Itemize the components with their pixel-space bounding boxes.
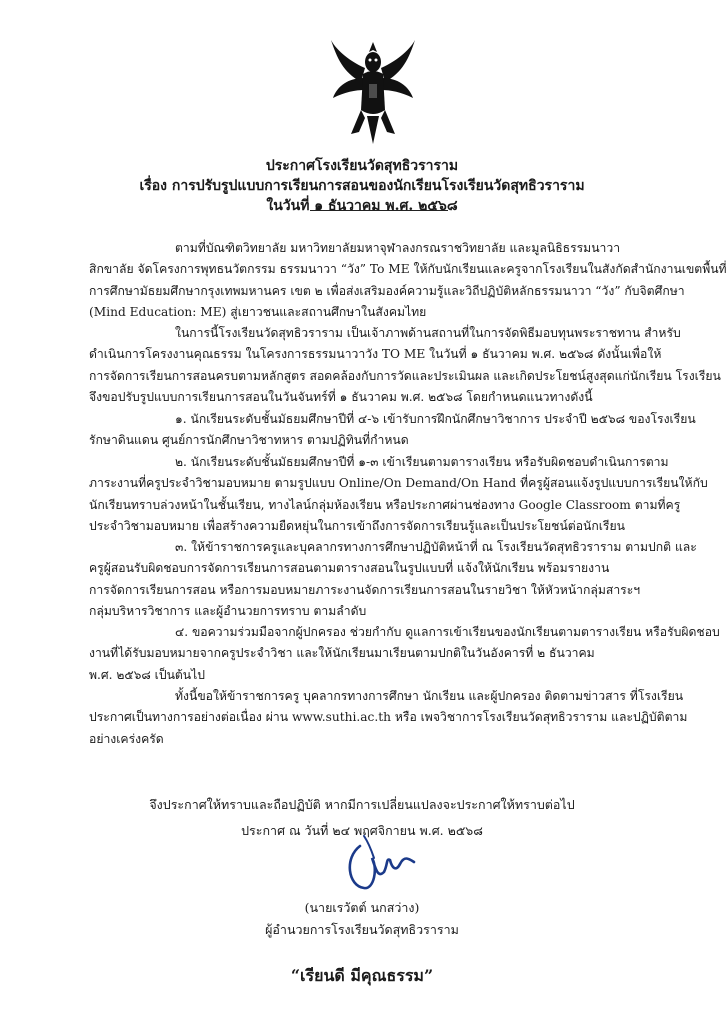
paragraph-line: รักษาดินแดน ศูนย์การนักศึกษาวิชาทหาร ตามปฏิทินที่กำหนด <box>89 433 409 448</box>
paragraph-line: พ.ศ. ๒๕๖๘ เป็นต้นไป <box>89 667 206 682</box>
paragraph-line: (Mind Education: ME) สู่เยาวชนและสถานศึกษาในสังคมไทย <box>89 305 427 320</box>
paragraph-line: ๑. นักเรียนระดับชั้นมัธยมศึกษาปีที่ ๔-๖ เข้ารับการฝึกนักศึกษาวิชาการ ประจำปี ๒๕๖๘ ของโรงเรียน <box>175 412 696 426</box>
body-paragraph <box>89 622 720 686</box>
paragraph-line: ครูผู้สอนรับผิดชอบการจัดการเรียนการสอนตามตารางสอนในรูปแบบที่ แจ้งให้นักเรียน พร้อมรายงาน <box>89 561 610 576</box>
paragraph-line: ๓. ให้ข้าราชการครูและบุคลากรทางการศึกษาปฏิบัติหน้าที่ ณ โรงเรียนวัดสุทธิวราราม ตามปกติ และ <box>175 540 697 554</box>
body-paragraph <box>89 238 727 324</box>
paragraph-line: ประกาศเป็นทางการอย่างต่อเนื่อง ผ่าน www.suthi.ac.th หรือ เพจวิชาการโรงเรียนวัดสุทธิวราราม และปฏิบัติตาม <box>89 710 688 725</box>
paragraph-line: การศึกษามัธยมศึกษากรุงเทพมหานคร เขต ๒ เพื่อส่งเสริมองค์ความรู้และวิถีปฏิบัติหลักธรรมนาวา “วัง” กับจิตศึกษา <box>89 283 685 298</box>
body-paragraph <box>89 686 688 750</box>
closing-statement: จึงประกาศให้ทราบและถือปฏิบัติ หากมีการเปลี่ยนแปลงจะประกาศให้ทราบต่อไป <box>149 797 575 812</box>
body-paragraph <box>89 452 708 538</box>
body-paragraph <box>89 409 696 452</box>
paragraph-line: การจัดการเรียนการสอนครบตามหลักสูตร สอดคล้องกับการวัดและประเมินผล และเกิดประโยชน์สูงสุดแก่นักเรียน โรงเรียน <box>89 368 721 383</box>
paragraph-line: ภาระงานที่ครูประจำวิชามอบหมาย ตามรูปแบบ Online/On Demand/On Hand ที่ครูผู้สอนแจ้งรูปแบบการเรียนให้กับ <box>89 476 708 491</box>
announce-date: ประกาศ ณ วันที่ ๒๔ พฤศจิกายน พ.ศ. ๒๕๖๘ <box>241 823 483 838</box>
garuda-emblem <box>327 38 419 148</box>
paragraph-line: ตามที่บัณฑิตวิทยาลัย มหาวิทยาลัยมหาจุฬาลงกรณราชวิทยาลัย และมูลนิธิธรรมนาวา <box>175 241 621 255</box>
paragraph-line: ในการนี้โรงเรียนวัดสุทธิวราราม เป็นเจ้าภาพด้านสถานที่ในการจัดพิธีมอบทุนพระราชทาน สำหรับ <box>175 326 681 340</box>
signature-mark <box>338 828 424 900</box>
heading-divider <box>310 210 448 211</box>
paragraph-line: กลุ่มบริหารวิชาการ และผู้อำนวยการทราบ ตามลำดับ <box>89 604 367 619</box>
paragraph-line: ดำเนินการโครงงานคุณธรรม ในโครงการธรรมนาวาวัง TO ME ในวันที่ ๑ ธันวาคม พ.ศ. ๒๕๖๘ ดังนั้นเพื่อให้ <box>89 347 662 362</box>
announcement-subject: เรื่อง การปรับรูปแบบการเรียนการสอนของนักเรียนโรงเรียนวัดสุทธิวราราม <box>139 178 585 194</box>
paragraph-line: การจัดการเรียนการสอน หรือการมอบหมายภาระงานจัดการเรียนการสอนในรายวิชา ให้หัวหน้ากลุ่มสาระฯ <box>89 582 641 597</box>
body-paragraph <box>89 323 721 409</box>
announcement-heading: ประกาศโรงเรียนวัดสุทธิวราราม <box>265 158 459 174</box>
signer-name: (นายเรวัตต์ นกสว่าง) <box>304 900 420 915</box>
school-motto: “เรียนดี มีคุณธรรม” <box>290 966 434 985</box>
paragraph-line: ทั้งนี้ขอให้ข้าราชการครู บุคลากรทางการศึกษา นักเรียน และผู้ปกครอง ติดตามข่าวสาร ที่โรงเรียน <box>175 689 684 703</box>
paragraph-line: อย่างเคร่งครัด <box>89 731 164 746</box>
announcement-date-line: ในวันที่ ๑ ธันวาคม พ.ศ. ๒๕๖๘ <box>266 198 458 214</box>
paragraph-line: ๒. นักเรียนระดับชั้นมัธยมศึกษาปีที่ ๑-๓ เข้าเรียนตามตารางเรียน หรือรับผิดชอบดำเนินการตาม <box>175 455 669 469</box>
paragraph-line: นักเรียนทราบล่วงหน้าในชั้นเรียน, ทางไลน์กลุ่มห้องเรียน หรือประกาศผ่านช่องทาง Google Classroom ตามที่ครู <box>89 497 681 512</box>
signer-title: ผู้อำนวยการโรงเรียนวัดสุทธิวราราม <box>265 922 459 937</box>
paragraph-line: ประจำวิชามอบหมาย เพื่อสร้างความยืดหยุ่นในการเข้าถึงการจัดการเรียนรู้และเป็นประโยชน์ต่อนักเรียน <box>89 519 625 534</box>
paragraph-line: งานที่ได้รับมอบหมายจากครูประจำวิชา และให้นักเรียนมาเรียนตามปกติในวันอังคารที่ ๒ ธันวาคม <box>89 646 595 661</box>
body-paragraph <box>89 537 697 623</box>
paragraph-line: สิกขาลัย จัดโครงการพุทธนวัตกรรม ธรรมนาวา “วัง” To ME ให้กับนักเรียนและครูจากโรงเรียนในสังกัดสำนักงานเขตพื้นที่ <box>89 262 727 277</box>
paragraph-line: จึงขอปรับรูปแบบการเรียนการสอนในวันจันทร์ที่ ๑ ธันวาคม พ.ศ. ๒๕๖๘ โดยกำหนดแนวทางดังนี้ <box>89 390 593 405</box>
paragraph-line: ๔. ขอความร่วมมือจากผู้ปกครอง ช่วยกำกับ ดูแลการเข้าเรียนของนักเรียนตามตารางเรียน หรือรับผิดชอบ <box>175 625 720 639</box>
